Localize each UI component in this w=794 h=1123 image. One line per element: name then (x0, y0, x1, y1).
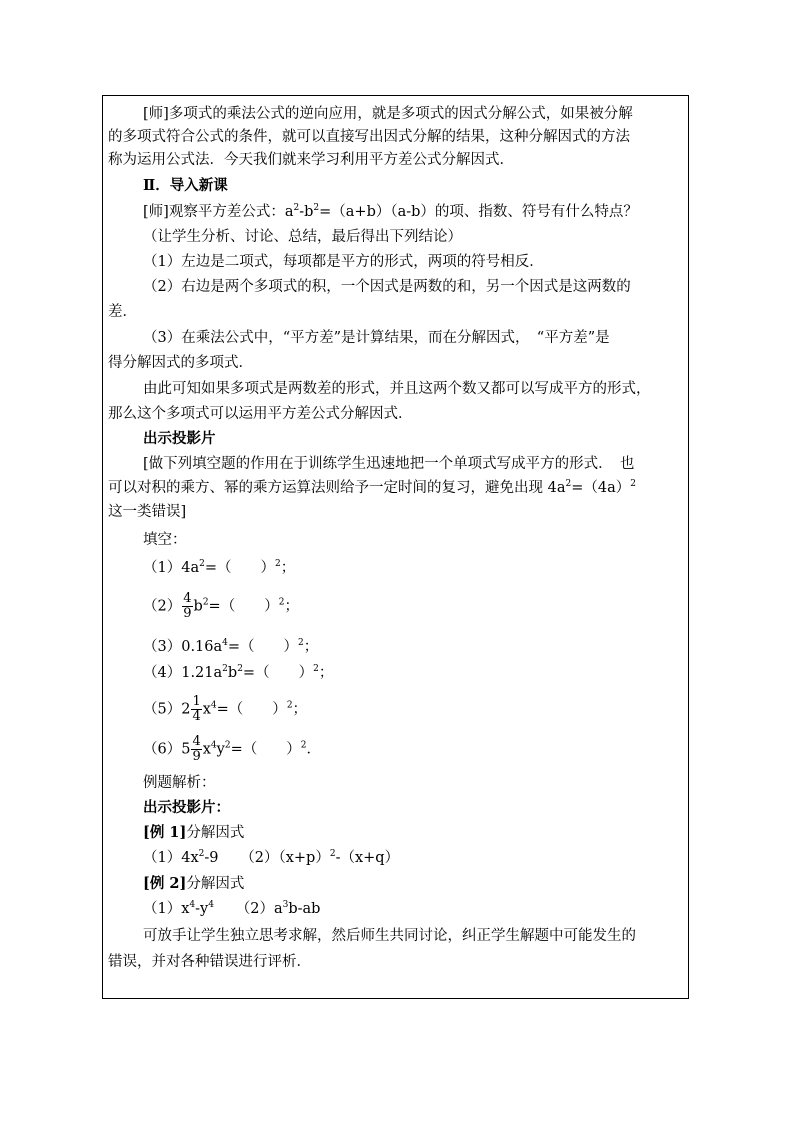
exercise-item: （2） $\frac{4}{9}$ $b^2=$（ ）$^2$； (143, 591, 299, 621)
text-line: 差． (108, 304, 137, 320)
section-heading: 出示投影片： (143, 799, 230, 816)
example-item: $(1)4x^2-9$ $(2)(x+p)^2-(x+q)$ (143, 849, 400, 866)
text-line: （让学生分析、讨论、总结，最后得出下列结论） (143, 229, 462, 245)
text-line: 得分解因式的多项式． (108, 355, 253, 371)
example-title: [例 2]分解因式 (143, 875, 245, 892)
text-line: 错误，并对各种错误进行评析． (108, 954, 311, 970)
example-item: $(1)x^4-y^4$ $(2)a^3b-ab$ (143, 900, 321, 917)
text-line: 可放手让学生独立思考求解，然后师生共同讨论，纠正学生解题中可能发生的 (143, 928, 636, 944)
exercise-item: $(1)4a^2=$（ ）$^2$； (143, 559, 296, 576)
example-title: [例 1]分解因式 (143, 824, 245, 841)
text-line: 由此可知如果多项式是两数差的形式，并且这两个数又都可以写成平方的形式， (143, 381, 651, 397)
section-heading: 出示投影片 (143, 430, 216, 447)
text-line: 填空： (143, 532, 187, 548)
text-line: （3）在乘法公式中，“平方差”是计算结果，而在分解因式， “平方差”是 (143, 330, 610, 346)
exercise-item: （5）2 $\frac{1}{4}$ $x^4=$（ ）$^2$； (143, 694, 308, 724)
text-line: 那么这个多项式可以运用平方差公式分解因式． (108, 406, 413, 422)
text-line: （2）右边是两个多项式的积，一个因式是两数的和，另一个因式是这两数的 (143, 279, 631, 295)
text-line: 这一类错误] (108, 504, 187, 520)
fraction: $\frac{4}{9}$ (192, 734, 201, 764)
exercise-item: $(3)0.16a^4=$（ ）$^2$； (143, 638, 319, 655)
text-line: 称为运用公式法．今天我们就来学习利用平方差公式分解因式． (108, 152, 514, 168)
text-line: [做下列填空题的作用在于训练学生迅速地把一个单项式写成平方的形式． 也 (143, 456, 635, 472)
text-line: [师]多项式的乘法公式的逆向应用，就是多项式的因式分解公式，如果被分解 (143, 106, 633, 122)
section-heading: Ⅱ．导入新课 (143, 177, 228, 194)
exercise-item: （6）5 $\frac{4}{9}$ $x^4y^2=$（ ）$^2$． (143, 734, 321, 764)
fraction: $\frac{1}{4}$ (192, 694, 201, 724)
text-line: 的多项式符合公式的条件，就可以直接写出因式分解的结果，这种分解因式的方法 (108, 129, 630, 145)
fraction: $\frac{4}{9}$ (183, 591, 192, 621)
text-line: [师]观察平方差公式：$a^2-b^2=(a+b)(a-b)$的项、指数、符号有什么特点？ (143, 203, 638, 220)
lesson-table-cell (102, 95, 689, 999)
exercise-item: $(4)1.21a^2b^2=$（ ）$^2$； (143, 664, 334, 681)
text-line: 可以对积的乘方、幂的乘方运算法则给予一定时间的复习，避免出现 $4a^2=(4a)^2$ (108, 479, 636, 496)
text-line: 例题解析： (143, 775, 216, 791)
text-line: （1）左边是二项式，每项都是平方的形式，两项的符号相反． (143, 254, 544, 270)
